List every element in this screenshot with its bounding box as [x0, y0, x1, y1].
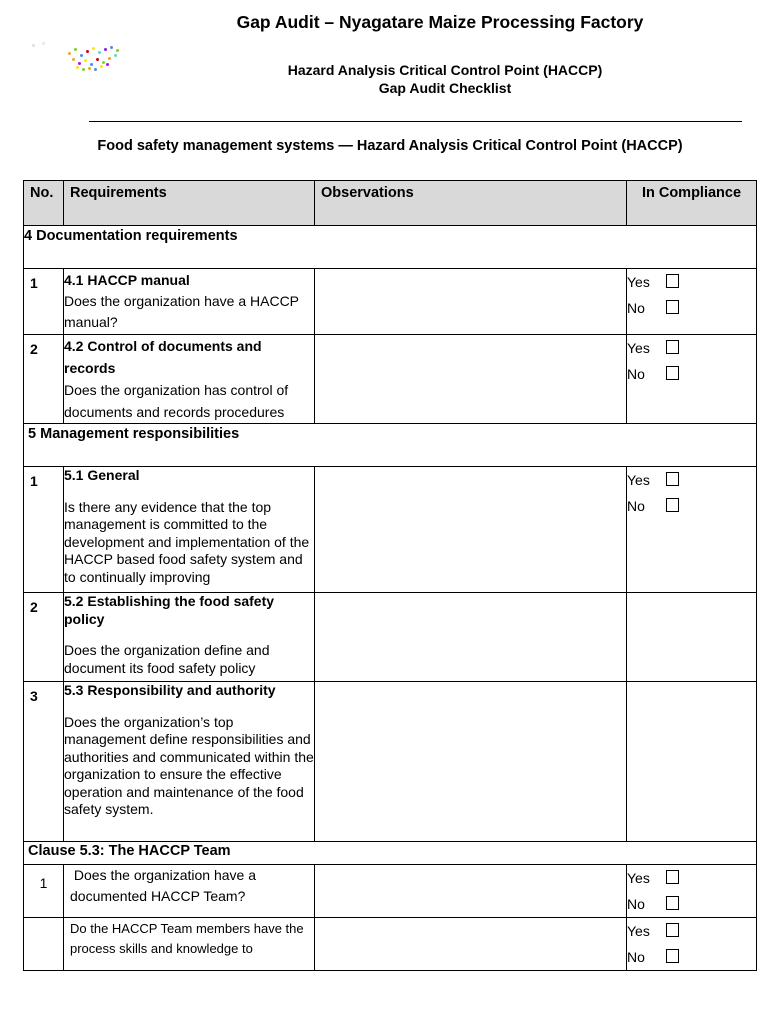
table-row	[24, 918, 757, 971]
requirement-text: Does the organization define and document its food safety policy	[64, 642, 270, 676]
no-checkbox[interactable]	[666, 366, 679, 380]
compliance-cell[interactable]	[627, 593, 757, 682]
row-number: 2	[30, 341, 38, 357]
observation-cell[interactable]	[315, 467, 627, 593]
row-number: 1	[39, 875, 48, 891]
table-row	[24, 335, 757, 424]
no-checkbox[interactable]	[666, 949, 679, 963]
observation-cell[interactable]	[315, 918, 627, 971]
no-label: No	[627, 300, 645, 316]
table-row	[24, 467, 757, 593]
row-number: 3	[30, 688, 38, 704]
requirement-title: 4.2 Control of documents and records	[64, 338, 262, 376]
row-number	[24, 918, 63, 924]
section-title: 5 Management responsibilities	[24, 424, 757, 467]
requirement-title: 5.2 Establishing the food safety policy	[64, 593, 275, 627]
no-checkbox[interactable]	[666, 896, 679, 910]
observation-cell[interactable]	[315, 682, 627, 842]
subtitle-line-1: Hazard Analysis Critical Control Point (HACCP)	[287, 62, 603, 78]
section-row	[24, 226, 757, 269]
standard-heading: Food safety management systems — Hazard Analysis Critical Control Point (HACCP)	[97, 138, 683, 154]
yes-checkbox[interactable]	[666, 472, 679, 486]
table-row	[24, 269, 757, 335]
row-number: 1	[30, 275, 38, 291]
header-divider	[89, 121, 742, 122]
row-number: 1	[30, 473, 38, 489]
no-label: No	[627, 366, 645, 382]
requirement-title: 4.1 HACCP manual	[64, 272, 190, 288]
observation-cell[interactable]	[315, 593, 627, 682]
no-checkbox[interactable]	[666, 300, 679, 314]
document-title: Gap Audit – Nyagatare Maize Processing Factory	[236, 12, 644, 32]
observation-cell[interactable]	[315, 269, 627, 335]
company-logo	[28, 38, 128, 74]
subtitle-line-2: Gap Audit Checklist	[378, 80, 512, 96]
gap-audit-checklist-table	[23, 180, 757, 971]
table-row	[24, 682, 757, 842]
table-row	[24, 593, 757, 682]
yes-label: Yes	[627, 472, 650, 488]
yes-checkbox[interactable]	[666, 870, 679, 884]
requirement-text: Does the organization has control of documents and records procedures	[64, 382, 289, 420]
yes-checkbox[interactable]	[666, 923, 679, 937]
section-title: Clause 5.3: The HACCP Team	[24, 842, 757, 865]
no-label: No	[627, 949, 645, 965]
yes-label: Yes	[627, 870, 650, 886]
yes-label: Yes	[627, 923, 650, 939]
no-label: No	[627, 896, 645, 912]
yes-label: Yes	[627, 274, 650, 290]
column-header-requirements: Requirements	[64, 181, 315, 226]
requirement-title: 5.1 General	[64, 467, 140, 483]
section-title: 4 Documentation requirements	[24, 226, 757, 269]
requirement-text: Does the organization have a documented HACCP Team?	[70, 867, 260, 904]
table-header-row	[24, 181, 757, 226]
requirement-text: Does the organization’s top management define responsibilities and authorities and communicated within the organization to ensure the effective operation and maintenance of the food safety system.	[64, 713, 314, 817]
table-row	[24, 865, 757, 918]
requirement-text: Is there any evidence that the top management is committed to the development and implementation of the HACCP based food safety system and to continually improving	[64, 498, 310, 585]
no-label: No	[627, 498, 645, 514]
observation-cell[interactable]	[315, 335, 627, 424]
yes-checkbox[interactable]	[666, 274, 679, 288]
yes-label: Yes	[627, 340, 650, 356]
section-row	[24, 842, 757, 865]
section-row	[24, 424, 757, 467]
row-number: 2	[30, 599, 38, 615]
column-header-in-compliance: In Compliance	[627, 181, 757, 226]
observation-cell[interactable]	[315, 865, 627, 918]
compliance-cell[interactable]	[627, 682, 757, 842]
column-header-observations: Observations	[315, 181, 627, 226]
requirement-text: Do the HACCP Team members have the process skills and knowledge to	[70, 921, 304, 956]
no-checkbox[interactable]	[666, 498, 679, 512]
column-header-no: No.	[24, 181, 64, 226]
requirement-title: 5.3 Responsibility and authority	[64, 682, 276, 698]
requirement-text: Does the organization have a HACCP manual?	[64, 293, 299, 330]
yes-checkbox[interactable]	[666, 340, 679, 354]
